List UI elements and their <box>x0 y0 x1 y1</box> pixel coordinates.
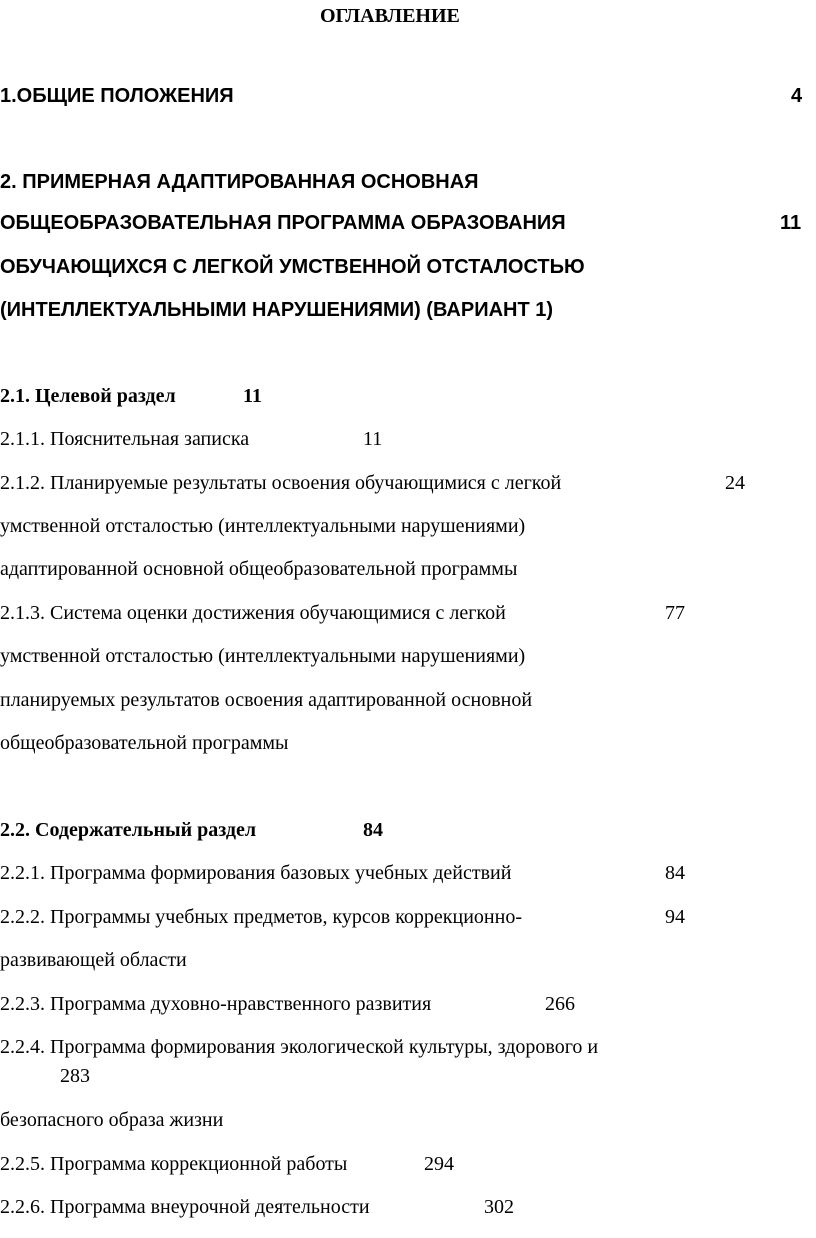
toc-entry-2-1-3-line-3: планируемых результатов освоения адаптированной основной <box>0 689 533 711</box>
toc-entry-2-2-3-page: 266 <box>545 993 575 1015</box>
toc-entry-2-2-2-line-1: 2.2.2. Программы учебных предметов, курсов коррекционно- <box>0 906 522 928</box>
toc-entry-2-2-2-line-2: развивающей области <box>0 949 187 971</box>
toc-entry-2-1-3-page: 77 <box>665 602 685 624</box>
toc-entry-1-page: 4 <box>791 85 803 107</box>
toc-entry-2-2-6-page: 302 <box>484 1196 514 1218</box>
toc-entry-2-1-3-line-1: 2.1.3. Система оценки достижения обучающимися с легкой <box>0 602 506 624</box>
toc-entry-2-2-6-label: 2.2.6. Программа внеурочной деятельности <box>0 1196 370 1218</box>
toc-entry-2-2-5-label: 2.2.5. Программа коррекционной работы <box>0 1153 348 1175</box>
toc-entry-2-1-3-line-2: умственной отсталостью (интеллектуальными нарушениями) <box>0 645 526 667</box>
toc-entry-2-line-2: ОБЩЕОБРАЗОВАТЕЛЬНАЯ ПРОГРАММА ОБРАЗОВАНИЯ <box>0 212 566 234</box>
toc-entry-2-1-label: 2.1. Целевой раздел <box>0 385 176 407</box>
toc-entry-2-2-4-line-1: 2.2.4. Программа формирования экологической культуры, здорового и <box>0 1036 599 1058</box>
toc-title: ОГЛАВЛЕНИЕ <box>320 5 460 27</box>
toc-entry-2-line-4: (ИНТЕЛЛЕКТУАЛЬНЫМИ НАРУШЕНИЯМИ) (ВАРИАНТ 1) <box>0 299 554 321</box>
toc-entry-2-2-page: 84 <box>363 819 383 841</box>
toc-entry-2-1-2-page: 24 <box>725 472 745 494</box>
toc-entry-2-1-page: 11 <box>243 385 262 407</box>
toc-entry-2-1-1-page: 11 <box>363 428 383 450</box>
toc-entry-2-2-1-label: 2.2.1. Программа формирования базовых учебных действий <box>0 862 512 884</box>
toc-entry-2-2-3-label: 2.2.3. Программа духовно-нравственного развития <box>0 993 432 1015</box>
toc-entry-2-1-1-label: 2.1.1. Пояснительная записка <box>0 428 250 450</box>
toc-entry-2-2-label: 2.2. Содержательный раздел <box>0 819 257 841</box>
toc-entry-2-2-5-page: 294 <box>424 1153 454 1175</box>
toc-entry-2-2-4-line-2: безопасного образа жизни <box>0 1109 224 1131</box>
toc-entry-2-2-2-page: 94 <box>665 906 685 928</box>
toc-entry-2-1-2-line-3: адаптированной основной общеобразовательной программы <box>0 558 518 580</box>
toc-entry-2-2-1-page: 84 <box>665 862 685 884</box>
toc-entry-2-page: 11 <box>780 212 802 234</box>
toc-entry-2-1-3-line-4: общеобразовательной программы <box>0 732 289 754</box>
toc-entry-2-line-1: 2. ПРИМЕРНАЯ АДАПТИРОВАННАЯ ОСНОВНАЯ <box>0 171 479 193</box>
toc-entry-2-2-4-page: 283 <box>60 1065 90 1087</box>
toc-entry-2-1-2-line-2: умственной отсталостью (интеллектуальными нарушениями) <box>0 515 526 537</box>
toc-entry-1-label: 1.ОБЩИЕ ПОЛОЖЕНИЯ <box>0 85 234 107</box>
toc-entry-2-line-3: ОБУЧАЮЩИХСЯ С ЛЕГКОЙ УМСТВЕННОЙ ОТСТАЛОСТЬЮ <box>0 256 585 278</box>
toc-entry-2-1-2-line-1: 2.1.2. Планируемые результаты освоения обучающимися с легкой <box>0 472 562 494</box>
